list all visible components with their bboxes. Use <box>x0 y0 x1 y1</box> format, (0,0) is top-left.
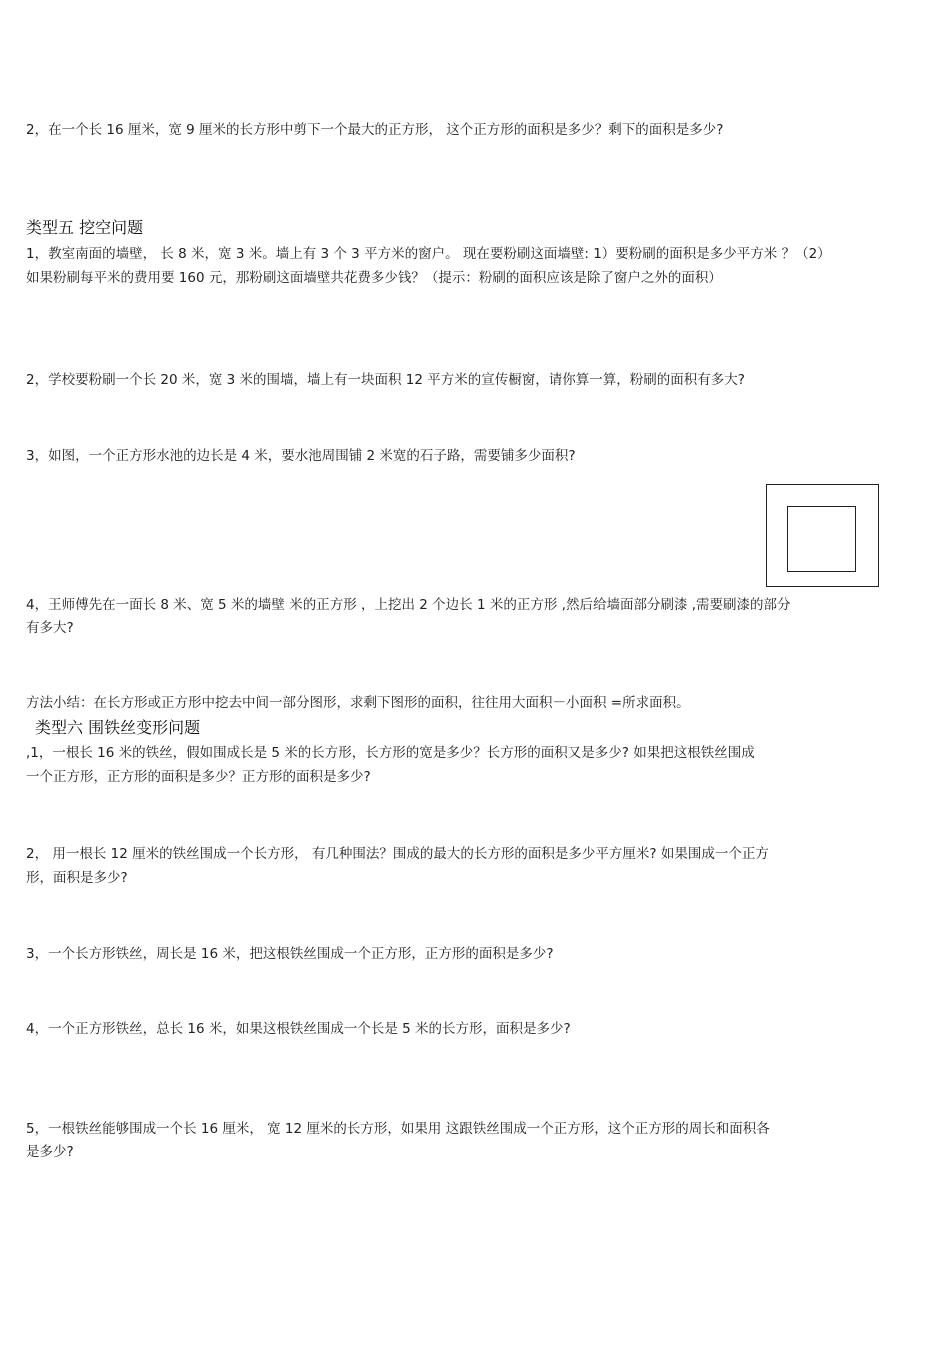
question-t5-1-line1: 1，教室南面的墙壁， 长 8 米，宽 3 米。墙上有 3 个 3 平方米的窗户。 现在要粉刷这面墙壁: 1）要粉刷的面积是多少平方米 ？（2） <box>26 246 831 262</box>
method-summary: 方法小结：在长方形或正方形中挖去中间一部分图形，求剩下图形的面积，往往用大面积－小面积 =所求面积。 <box>26 695 690 711</box>
question-t6-5-line1: 5，一根铁丝能够围成一个长 16 厘米， 宽 12 厘米的长方形，如果用 这跟铁丝围成一个正方形，这个正方形的周长和面积各 <box>26 1121 770 1137</box>
question-t6-1-line2: 一个正方形，正方形的面积是多少？正方形的面积是多少? <box>26 769 371 785</box>
section-heading-type5: 类型五 挖空问题 <box>26 218 144 237</box>
question-t5-1-line2: 如果粉刷每平米的费用要 160 元，那粉刷这面墙壁共花费多少钱？（提示：粉刷的面积应该是除了窗户之外的面积） <box>26 270 722 286</box>
question-t6-2-line1: 2， 用一根长 12 厘米的铁丝围成一个长方形， 有几种围法？围成的最大的长方形的面积是多少平方厘米? 如果围成一个正方 <box>26 846 769 862</box>
question-t5-4-line2: 有多大? <box>26 620 74 636</box>
question-t6-3: 3，一个长方形铁丝，周长是 16 米，把这根铁丝围成一个正方形，正方形的面积是多少? <box>26 946 554 962</box>
pool-inner-square <box>787 506 856 572</box>
question-t6-1-line1: ,1，一根长 16 米的铁丝，假如围成长是 5 米的长方形，长方形的宽是多少？长方形的面积又是多少? 如果把这根铁丝围成 <box>26 745 755 761</box>
question-t5-2: 2，学校要粉刷一个长 20 米，宽 3 米的围墙，墙上有一块面积 12 平方米的宣传橱窗，请你算一算，粉刷的面积有多大? <box>26 372 745 388</box>
question-t4-2: 2，在一个长 16 厘米，宽 9 厘米的长方形中剪下一个最大的正方形， 这个正方形的面积是多少？剩下的面积是多少? <box>26 122 724 138</box>
section-heading-type6: 类型六 围铁丝变形问题 <box>35 718 201 737</box>
question-t6-5-line2: 是多少? <box>26 1144 74 1160</box>
question-t6-4: 4，一个正方形铁丝，总长 16 米，如果这根铁丝围成一个长是 5 米的长方形，面积是多少? <box>26 1021 571 1037</box>
question-t6-2-line2: 形，面积是多少? <box>26 870 128 886</box>
question-t5-3: 3，如图，一个正方形水池的边长是 4 米，要水池周围铺 2 米宽的石子路，需要铺多少面积? <box>26 448 576 464</box>
question-t5-4-line1: 4，王师傅先在一面长 8 米、宽 5 米的墙壁 米的正方形 ，上挖出 2 个边长 1 米的正方形 ,然后给墙面部分刷漆 ,需要刷漆的部分 <box>26 597 791 613</box>
